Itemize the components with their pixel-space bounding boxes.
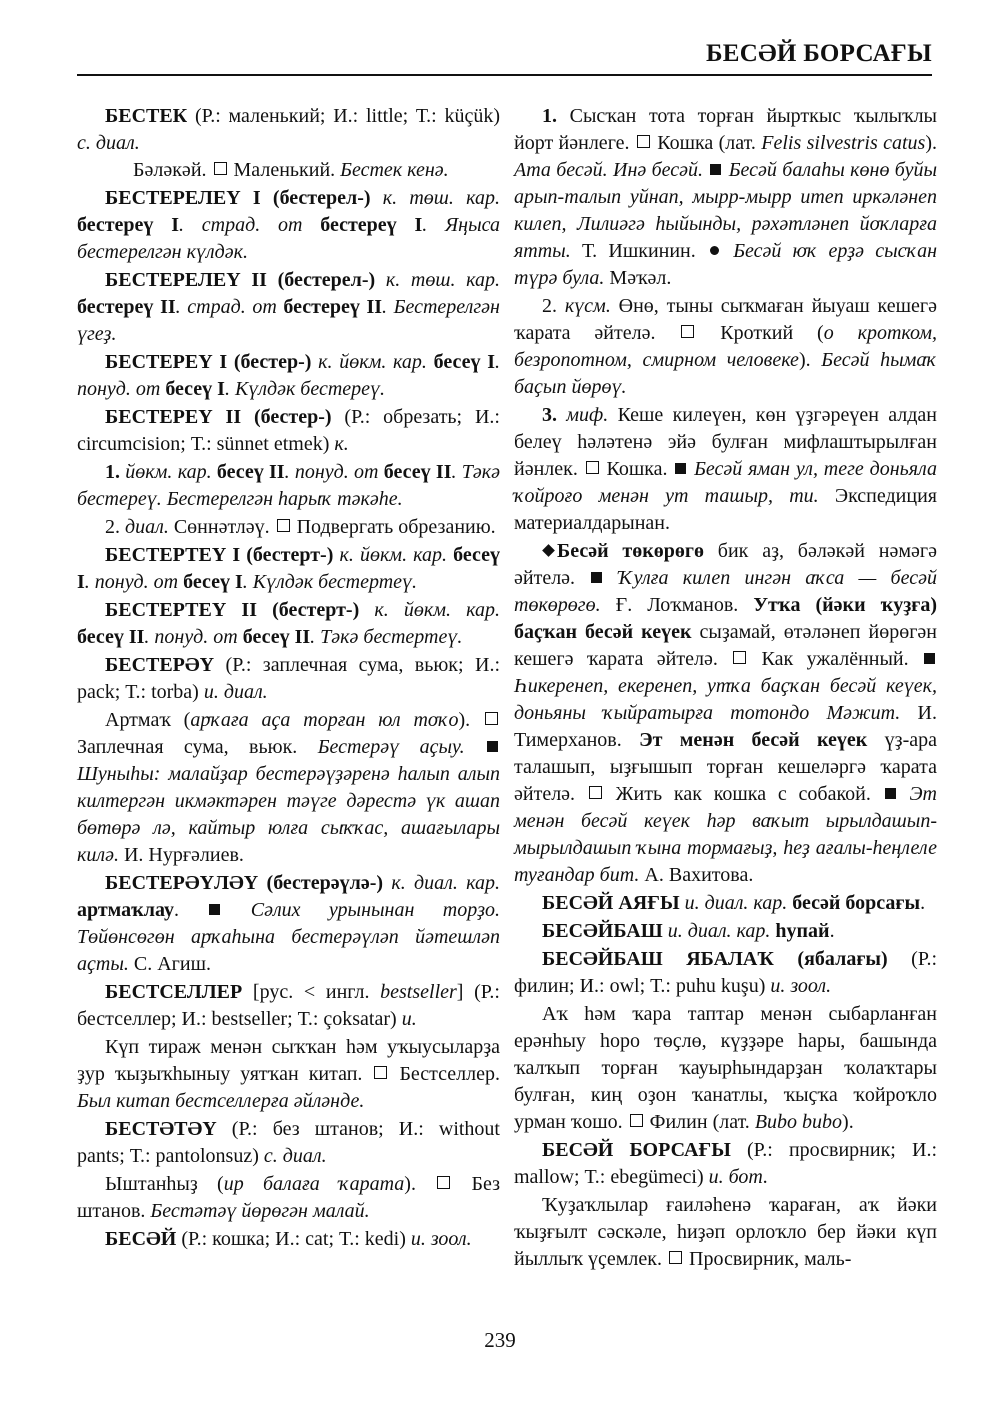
entry-besay: БЕСӘЙ (Р.: кошка; И.: cat; Т.: kedi) и. зоол. — [105, 1228, 472, 1250]
headword: БЕСӘЙБАШ — [542, 920, 663, 942]
headword: БЕСТЕРЕҮ II (бестер-) — [105, 406, 332, 428]
entry-bestereu-2: БЕСТЕРЕҮ II (бестер-) (Р.: обрезать; И.: circumcision; Т.: sünnet etmek) к. — [77, 406, 500, 455]
definition: Ҡуҙаҡлылар ғаиләһенә ҡараған, аҡ йәки ҡыҙғылт сәскәле, һиҙәп орлоҡло бер йәки күп йыллыҡ үҫемлек. Просвирник, маль- — [514, 1194, 937, 1270]
headword: БЕСӘЙ БОРСАҒЫ — [542, 1139, 731, 1161]
square-icon — [681, 325, 694, 338]
entry-besaybash: БЕСӘЙБАШ и. диал. кар. һупай. — [542, 920, 835, 942]
headword: БЕСТЕК — [105, 105, 188, 127]
definition: Ыштанһыҙ (ир балаға ҡарата). Без штанов. Бестәтәү йөрөгән малай. — [77, 1173, 501, 1222]
entry-bestereuleu: БЕСТЕРӘҮЛӘҮ (бестерәүлә-) к. диал. кар. артмаҡлау. Сәлих урынынан торҙо. Төйөнсөгөн арҡаһына бестерәүләп йәтешләп аҫты. С. Агиш. — [77, 872, 501, 975]
headword: БЕСӘЙ — [105, 1228, 177, 1250]
sense-2: 2. диал. Сөннәтләү. Подвергать обрезанию. — [105, 516, 496, 538]
right-column — [514, 103, 937, 1274]
entry-besay-ayagy: БЕСӘЙ АЯҒЫ и. диал. кар. бесәй борсағы. — [542, 892, 926, 914]
definition: Артмаҡ (арҡаға аҫа торған юл тоҡо). Заплечная сума, вьюк. Бестерәү аҫыу. Шуныһы: малайҙар бестерәүҙәренә һалып алып килтергән икмәктәрен тәүге дәрестә үк ашап бөтөрә лә, кайтыр юлға сыҡҡас, ашағылары килә. И. Нурғәлиев. — [77, 709, 500, 866]
square-icon — [374, 1066, 387, 1079]
entry-bestereu-1: БЕСТЕРЕҮ I (бестер-) к. йөкм. кар. бесеү I. понуд. от бесеү I. Күлдәк бестереү. — [77, 351, 500, 400]
sense-3: 3. миф. Кеше килеүен, көн үҙгәреүен алдан белеү һәләтенә эйә булған мифлаштырылған йәнлек. Кошка. Бесәй яман ул, теге доньяла ҡойроғо менән ут ташыр, ти. Экспедиция материалдарынан. — [514, 404, 937, 534]
sense-1: 1. йөкм. кар. бесеү II. понуд. от бесеү II. Тәкә бестереү. Бестерелгән һарыҡ тәкәһе. — [77, 461, 501, 510]
definition: Күп тираж менән сыҡҡан һәм уҡыусыларҙа ҙур ҡыҙыҡһыныу уятҡан китап. Бестселлер. Был китап бестселлерға әйләнде. — [77, 1036, 501, 1112]
entry-bestereleu-1: БЕСТЕРЕЛЕҮ I (бестерел-) к. төш. кар. бестереү I. страд. от бестереү I. Яңыса бестерелгән күлдәк. — [77, 187, 500, 263]
entry-bestertieu-1: БЕСТЕРТЕҮ I (бестерт-) к. йөкм. кар. бесеү I. понуд. от бесеү I. Күлдәк бестертеү. — [77, 544, 500, 593]
entry-bestertieu-2: БЕСТЕРТЕҮ II (бестерт-) к. йөкм. кар. бесеү II. понуд. от бесеү II. Тәкә бестертеү. — [77, 599, 500, 648]
headword: БЕСТЕРЕЛЕҮ II (бестерел-) — [105, 269, 376, 291]
running-head: БЕСӘЙ БОРСАҒЫ — [77, 40, 932, 76]
black-square-icon — [591, 572, 602, 583]
entry-bestateu: БЕСТӘТӘҮ (Р.: без штанов; И.: without pants; Т.: pantolonsuz) с. диал. — [77, 1118, 500, 1167]
black-square-icon — [924, 653, 935, 664]
left-column — [77, 103, 500, 1254]
square-icon — [733, 651, 746, 664]
entry-bestereu-sack: БЕСТЕРӘҮ (Р.: заплечная сума, вьюк; И.: pack; Т.: torba) и. диал. — [77, 654, 500, 703]
square-icon — [669, 1251, 682, 1264]
entry-bestseller: БЕСТСЕЛЛЕР [рус. < ингл. bestseller] (Р.: бестселлер; И.: bestseller; Т.: çoksatar) и. — [77, 981, 500, 1030]
diamond-icon — [542, 544, 555, 557]
bullet-icon — [710, 246, 719, 255]
black-square-icon — [885, 788, 896, 799]
square-icon — [214, 162, 227, 175]
definition: Аҡ һәм ҡара таптар менән сыбарланған ерәнһыу һоро төҫлө, күҙҙәре һары, башында ҡалҡып торған ҡауырһындарҙан ҡолаҡтары булған, киң оҙон ҡанатлы, ҡыҫҡа ҡойроҡло урман ҡошо. Филин (лат. Bubo bubo). — [514, 1003, 937, 1133]
black-square-icon — [487, 741, 498, 752]
definition: Бәләкәй. Маленький. Бестек кенә. — [133, 159, 449, 181]
entry-besaybash-yabalak: БЕСӘЙБАШ ЯБАЛАҠ (ябалағы) (Р.: филин; И.: owl; Т.: puhu kuşu) и. зоол. — [514, 948, 937, 997]
page-number: 239 — [484, 1328, 516, 1352]
headword: БЕСТЕРЕЛЕҮ I (бестерел-) — [105, 187, 371, 209]
square-icon — [437, 1176, 450, 1189]
headword: БЕСӘЙБАШ ЯБАЛАҠ (ябалағы) — [542, 948, 888, 970]
black-square-icon — [710, 164, 721, 175]
headword: БЕСТЕРӘҮ — [105, 654, 215, 676]
headword: БЕСТЕРТЕҮ II (бестерт-) — [105, 599, 360, 621]
square-icon — [586, 461, 599, 474]
square-icon — [589, 786, 602, 799]
headword: БЕСТӘТӘҮ — [105, 1118, 217, 1140]
square-icon — [485, 712, 498, 725]
entry-bestereleu-2: БЕСТЕРЕЛЕҮ II (бестерел-) к. төш. кар. бестереү II. страд. от бестереү II. Бестерелгән үгеҙ. — [77, 269, 500, 345]
headword: БЕСТЕРӘҮЛӘҮ (бестерәүлә-) — [105, 872, 384, 894]
entry-besay-borsagy: БЕСӘЙ БОРСАҒЫ (Р.: просвирник; И.: mallow; Т.: ebegümeci) и. бот. — [514, 1139, 937, 1188]
square-icon — [277, 519, 290, 532]
headword: БЕСТЕРТЕҮ I (бестерт-) — [105, 544, 334, 566]
headword: БЕСТСЕЛЛЕР — [105, 981, 243, 1003]
headword: БЕСТЕРЕҮ I (бестер-) — [105, 351, 312, 373]
entry-bestek: БЕСТЕК (Р.: маленький; И.: little; Т.: küçük) с. диал. Бәләкәй. Маленький. Бестек кенә. — [77, 103, 500, 184]
headword: БЕСӘЙ АЯҒЫ — [542, 892, 680, 914]
square-icon — [630, 1114, 643, 1127]
sense-2: 2. күсм. Өнө, тыны сыҡмаған йыуаш кешегә ҡарата әйтелә. Кроткий (о кротком, безропотном, смирном человеке). Бесәй һымаҡ баҫып йөрөү. — [514, 295, 937, 398]
black-square-icon — [209, 904, 220, 915]
idioms: Бесәй төкөрөгө бик аҙ, бәләкәй нәмәгә әйтелә. Ҡулға килеп ингән аҡса — бесәй төкөрөгө. Ғ. Лоҡманов. Утҡа (йәки ҡуҙға) баҫҡан бесәй кеүек сыҙамай, өтәләнеп йөрөгән кешегә ҡарата әйтелә. Как ужалённый. Һикеренеп, екеренеп, утҡа баҫҡан бесәй кеүек, доньяны ҡыйратырға тотондо Мәжит. И. Тимерханов. Эт менән бесәй кеүек үҙ-ара талашып, ыҙғышып торған кешеләргә ҡарата әйтелә. Жить как кошка с собакой. Эт менән бесәй кеүек һәр ваҡыт ырылдашып-мырылдашып ҡына тормағыҙ, һеҙ ағалы-һеңлеле туғандар бит. А. Вахитова. — [514, 540, 938, 886]
square-icon — [637, 135, 650, 148]
sense-1: 1. Сысҡан тота торған йырткыс ҡылыҡлы йорт йәнлеге. Кошка (лат. Felis silvestris catus). Ата бесәй. Инә бесәй. Бесәй балаһы көнө буйы арып-талып уйнап, мырр-мырр итеп иркәләнеп килеп, Лилиәгә һыйынды, рәхәтләнеп йоҡларға ятты. Т. Ишкинин. Бесәй юҡ ерҙә сысҡан түрә була. Мәҡәл. — [514, 105, 938, 289]
black-square-icon — [675, 463, 686, 474]
